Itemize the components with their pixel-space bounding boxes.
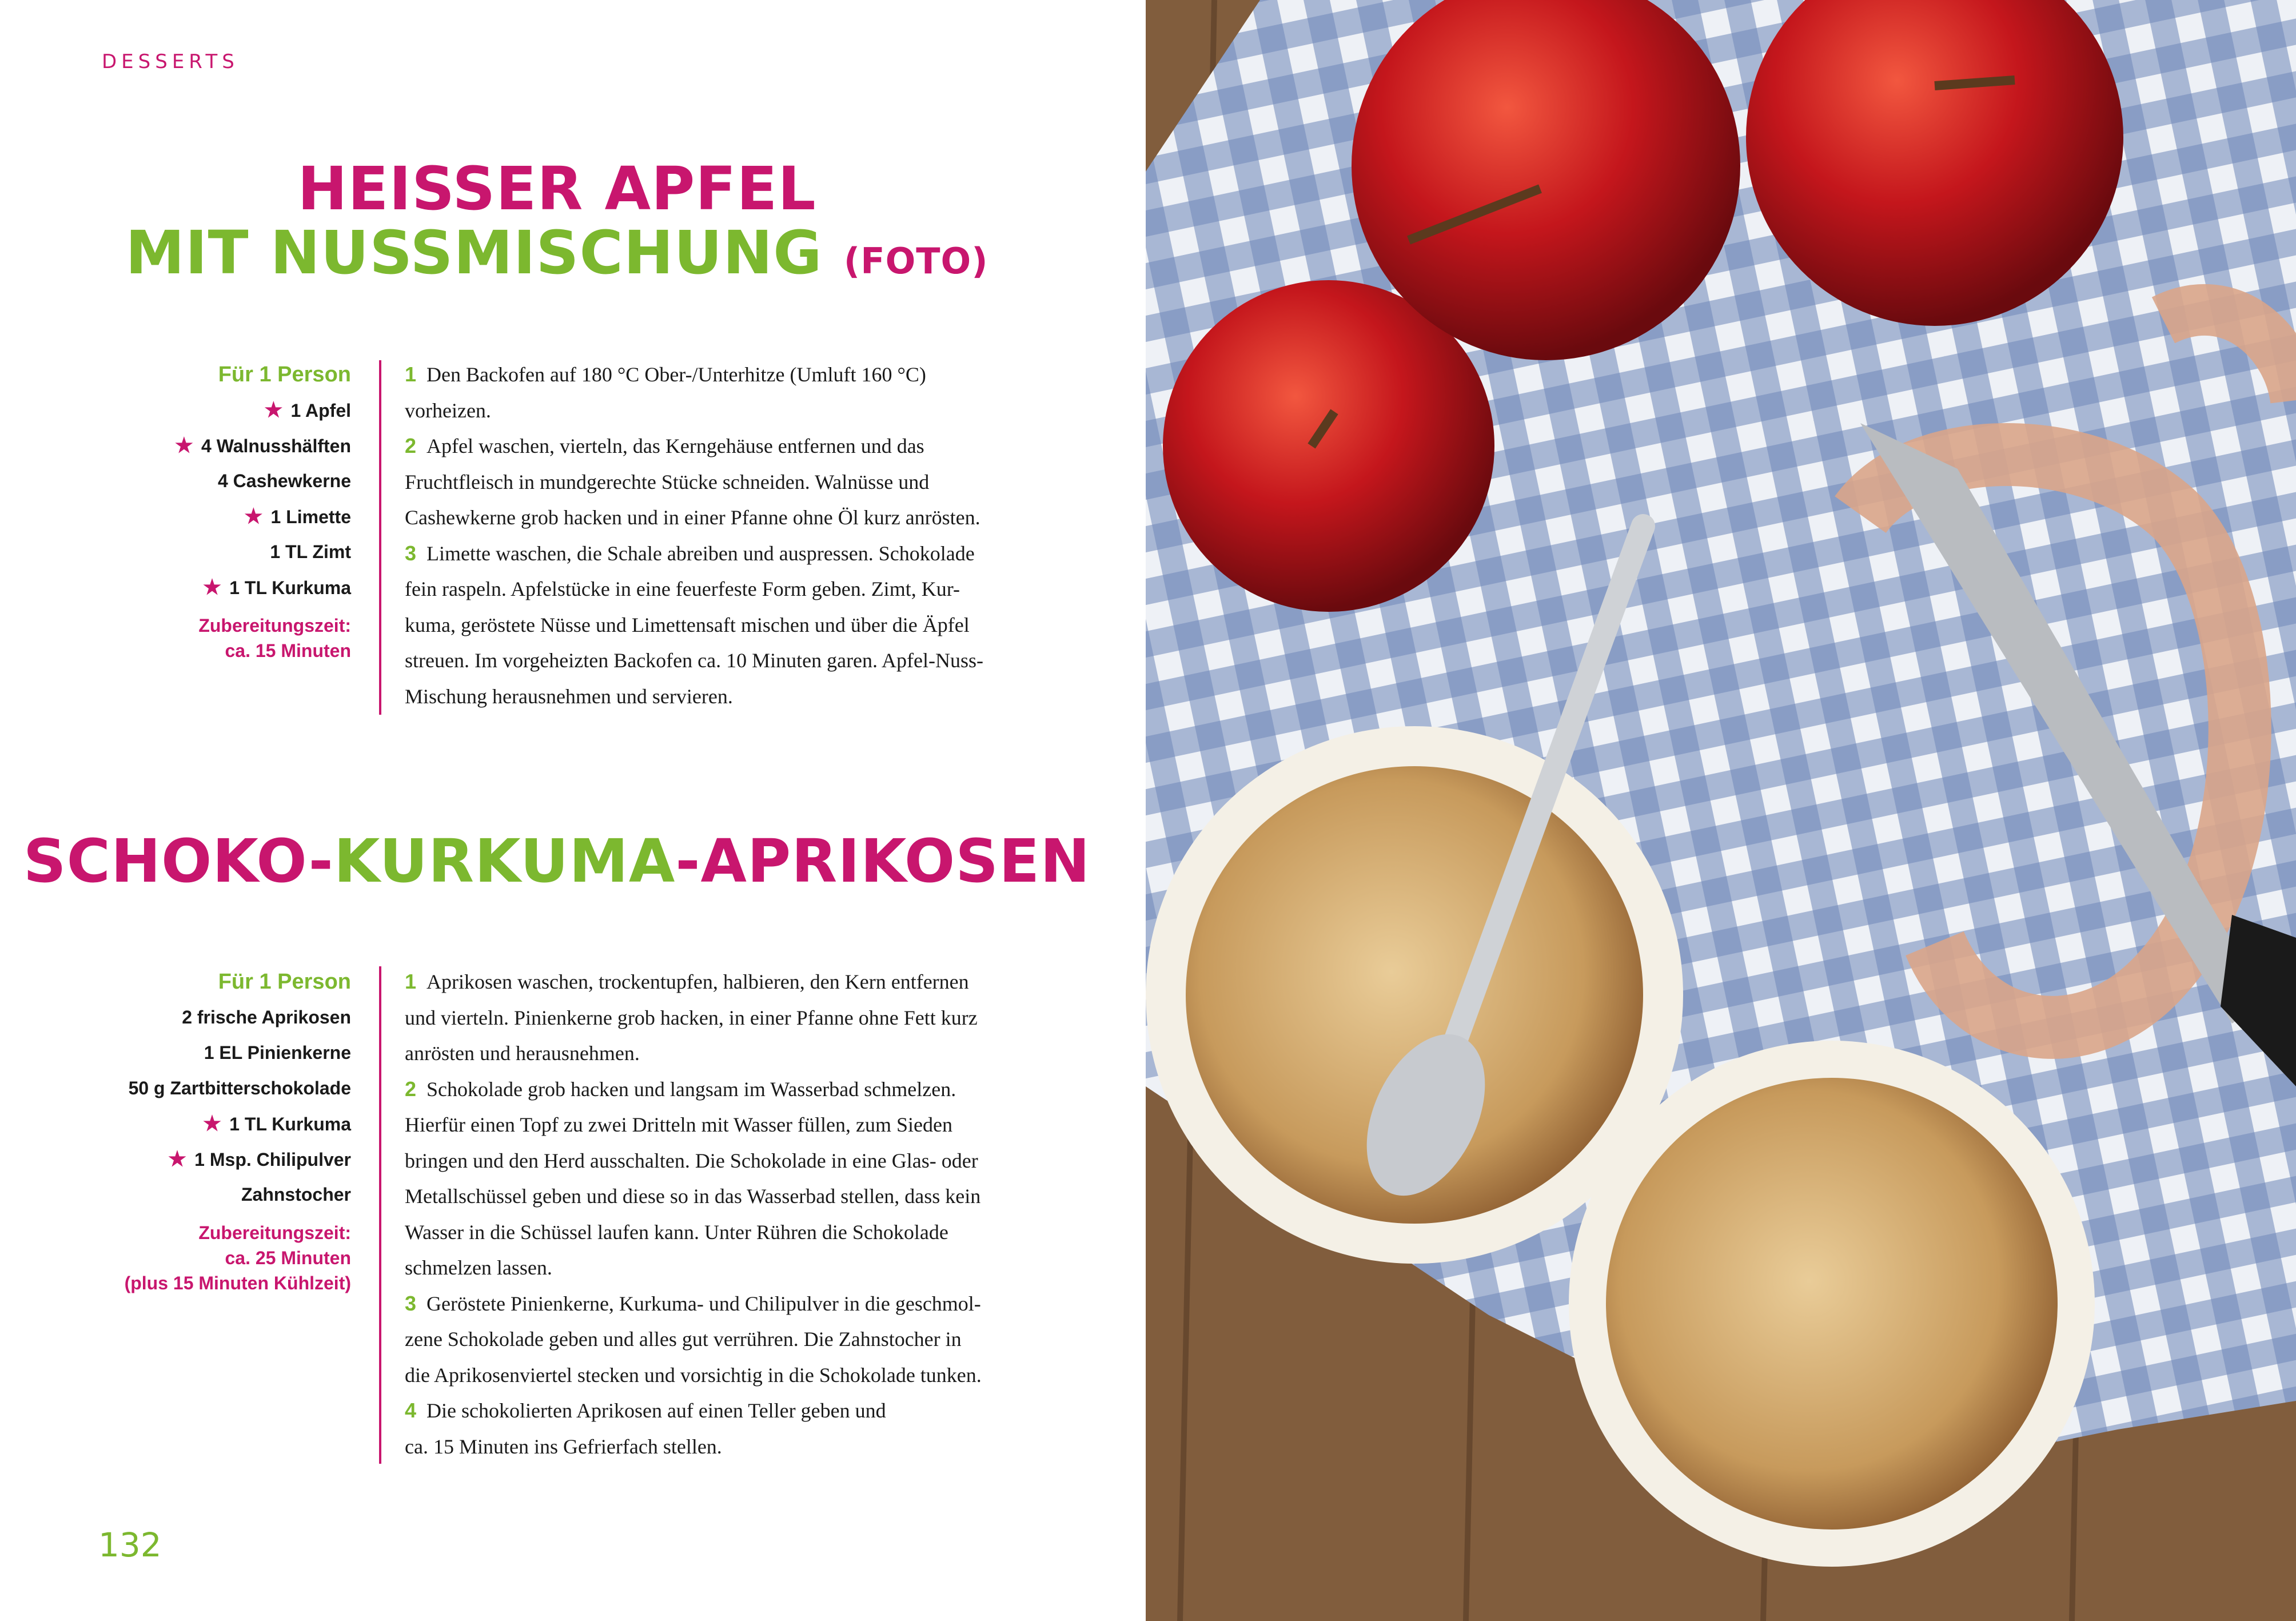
step-line xyxy=(405,1393,1022,1429)
step-text: bringen und den Herd ausschalten. Die Schokolade in eine Glas- oder xyxy=(405,1149,978,1172)
step-line xyxy=(405,679,1022,715)
step-text: zene Schokolade geben und alles gut verrühren. Die Zahnstocher in xyxy=(405,1328,962,1351)
step-line xyxy=(405,607,1022,643)
step-text: die Aprikosenviertel stecken und vorsichtig in die Schokolade tunken. xyxy=(405,1363,982,1387)
recipe2-serves: Für 1 Person xyxy=(218,970,351,994)
recipe1-serves: Für 1 Person xyxy=(218,363,351,387)
ingredient-text: 1 Limette xyxy=(270,507,351,527)
step-line xyxy=(405,1178,1022,1214)
section-label: DESSERTS xyxy=(102,50,239,73)
step-number: 2 xyxy=(405,434,417,457)
step-number: 3 xyxy=(405,1291,417,1315)
step-number: 1 xyxy=(405,363,417,386)
step-text: Aprikosen waschen, trockentupfen, halbieren, den Kern entfernen xyxy=(426,970,969,993)
step-line xyxy=(405,1143,1022,1179)
recipe2-ingredients xyxy=(31,964,351,1296)
step-number: 4 xyxy=(405,1399,417,1422)
step-line xyxy=(405,1321,1022,1357)
ingredient-item xyxy=(31,499,351,534)
step-line xyxy=(405,1000,1022,1036)
recipe1-steps xyxy=(405,357,1022,714)
ingredient-item xyxy=(31,1106,351,1141)
step-line xyxy=(405,357,1022,393)
star-icon: ★ xyxy=(168,1147,187,1170)
ingredient-item xyxy=(31,463,351,499)
step-text: Fruchtfleisch in mundgerechte Stücke schneiden. Walnüsse und xyxy=(405,470,930,493)
ingredient-text: 1 Msp. Chilipulver xyxy=(194,1149,351,1170)
step-line xyxy=(405,964,1022,1000)
step-number: 2 xyxy=(405,1077,417,1101)
step-text: Hierfür einen Topf zu zwei Dritteln mit Wasser füllen, zum Sieden xyxy=(405,1113,952,1136)
step-text: anrösten und herausnehmen. xyxy=(405,1042,640,1065)
step-line xyxy=(405,1250,1022,1286)
ingredient-item xyxy=(31,1070,351,1106)
recipe2-title xyxy=(0,827,1114,895)
ingredient-text: 4 Cashewkerne xyxy=(217,471,351,491)
ingredient-item xyxy=(31,428,351,463)
step-text: Geröstete Pinienkerne, Kurkuma- und Chilipulver in die geschmol- xyxy=(426,1292,981,1315)
step-text: Schokolade grob hacken und langsam im Wasserbad schmelzen. xyxy=(426,1077,956,1101)
ingredient-item xyxy=(31,569,351,605)
step-text: streuen. Im vorgeheizten Backofen ca. 10 Minuten garen. Apfel-Nuss- xyxy=(405,649,984,672)
recipe2-title-part1: SCHOKO- xyxy=(23,826,334,896)
ingredient-item xyxy=(31,1177,351,1212)
ingredient-text: 1 EL Pinienkerne xyxy=(204,1042,351,1063)
step-line xyxy=(405,500,1022,536)
recipe1-prep-time-label: Zubereitungszeit: xyxy=(198,615,351,636)
step-text: schmelzen lassen. xyxy=(405,1256,552,1279)
step-line xyxy=(405,1286,1022,1322)
recipe1-title-suffix: (FOTO) xyxy=(843,240,988,282)
star-icon: ★ xyxy=(202,1112,222,1135)
ingredient-item xyxy=(31,534,351,569)
step-number: 1 xyxy=(405,970,417,993)
star-icon: ★ xyxy=(264,398,283,421)
star-icon: ★ xyxy=(244,504,263,528)
ingredient-item xyxy=(31,1035,351,1070)
recipe1-title-line1: HEISSER APFEL xyxy=(297,154,816,224)
step-text: Wasser in die Schüssel laufen kann. Unter Rühren die Schokolade xyxy=(405,1220,948,1244)
step-line xyxy=(405,428,1022,464)
ingredient-item xyxy=(31,392,351,428)
step-line xyxy=(405,464,1022,500)
step-line xyxy=(405,571,1022,607)
recipe1-title-main: MIT NUSSMISCHUNG xyxy=(125,218,823,288)
star-icon: ★ xyxy=(202,575,222,599)
step-line xyxy=(405,1107,1022,1143)
recipe1-prep-time: ca. 15 Minuten xyxy=(225,640,351,661)
step-line xyxy=(405,536,1022,572)
step-line xyxy=(405,643,1022,679)
recipe2-steps xyxy=(405,964,1022,1464)
step-text: Die schokolierten Aprikosen auf einen Teller geben und xyxy=(426,1399,886,1422)
recipe1-title-line2 xyxy=(0,218,1114,296)
step-line xyxy=(405,393,1022,429)
page-number: 132 xyxy=(98,1526,162,1564)
step-text: Apfel waschen, vierteln, das Kerngehäuse entfernen und das xyxy=(426,435,924,457)
recipe2-title-part2: KURKUMA xyxy=(333,826,676,896)
ingredient-text: 1 TL Zimt xyxy=(270,541,351,562)
step-line xyxy=(405,1072,1022,1108)
recipe1-ingredients xyxy=(31,357,351,663)
ingredient-text: 1 TL Kurkuma xyxy=(229,577,351,598)
step-text: Mischung herausnehmen und servieren. xyxy=(405,684,733,708)
step-text: kuma, geröstete Nüsse und Limettensaft mischen und über die Äpfel xyxy=(405,613,970,636)
recipe2-divider xyxy=(379,966,381,1464)
star-icon: ★ xyxy=(174,433,194,457)
recipe2-prep-time-label: Zubereitungszeit: xyxy=(198,1222,351,1243)
step-text: fein raspeln. Apfelstücke in eine feuerfeste Form geben. Zimt, Kur- xyxy=(405,577,960,600)
recipe2-prep-time: ca. 25 Minuten xyxy=(225,1248,351,1268)
ingredient-item xyxy=(31,1141,351,1177)
step-text: ca. 15 Minuten ins Gefrierfach stellen. xyxy=(405,1435,722,1458)
recipe2-prep-time-extra: (plus 15 Minuten Kühlzeit) xyxy=(124,1273,351,1293)
recipe1-ingredient-list xyxy=(31,392,351,605)
step-text: Limette waschen, die Schale abreiben und auspressen. Schokolade xyxy=(426,541,975,565)
step-text: Den Backofen auf 180 °C Ober-/Unterhitze (Umluft 160 °C) xyxy=(426,363,926,386)
ingredient-text: 1 Apfel xyxy=(290,400,351,421)
step-number: 3 xyxy=(405,541,417,565)
apple-crumble-photo xyxy=(1146,0,2296,1621)
ingredient-item xyxy=(31,999,351,1035)
step-text: Metallschüssel geben und diese so in das Wasserbad stellen, dass kein xyxy=(405,1185,981,1208)
recipe2-ingredient-list xyxy=(31,999,351,1212)
step-line xyxy=(405,1357,1022,1393)
step-text: vorheizen. xyxy=(405,399,491,422)
step-text: und vierteln. Pinienkerne grob hacken, in einer Pfanne ohne Fett kurz xyxy=(405,1006,978,1029)
step-line xyxy=(405,1035,1022,1072)
step-text: Cashewkerne grob hacken und in einer Pfanne ohne Öl kurz anrösten. xyxy=(405,506,980,529)
left-page xyxy=(0,0,1143,1621)
ingredient-text: 2 frische Aprikosen xyxy=(182,1007,351,1027)
step-line xyxy=(405,1429,1022,1465)
ingredient-text: 1 TL Kurkuma xyxy=(229,1114,351,1134)
recipe1-divider xyxy=(379,360,381,715)
ingredient-text: Zahnstocher xyxy=(241,1184,351,1205)
ingredient-text: 50 g Zartbitterschokolade xyxy=(128,1078,351,1098)
recipe2-title-part3: -APRIKOSEN xyxy=(675,826,1091,896)
ingredient-text: 4 Walnusshälften xyxy=(201,436,351,456)
step-line xyxy=(405,1214,1022,1250)
